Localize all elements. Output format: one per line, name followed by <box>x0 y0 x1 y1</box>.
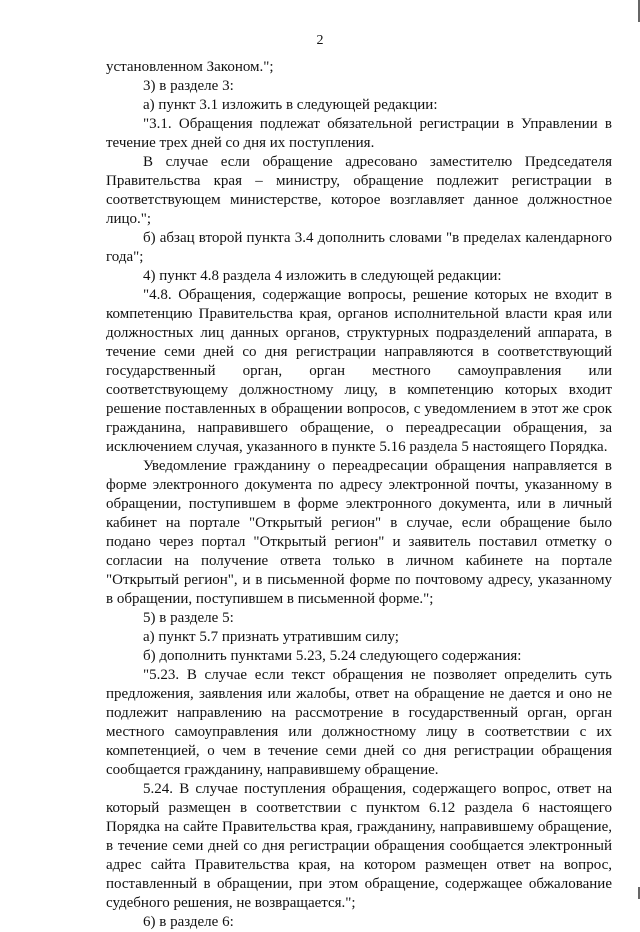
paragraph-notification: Уведомление гражданину о переадресации обращения направляется в форме электронного документа по адресу электронной почты, указанному в обращении, поступившем в форме электронного документа, или в личный кабинет на портале "Открытый регион" в случае, если обращение было подано через портал "Открытый регион" и заявитель поставил отметку о согласии на получение ответа только в личном кабинете на портале "Открытый регион", и в письменной форме по почтовому адресу, указанному в обращении, поступившем в письменной форме."; <box>106 458 612 607</box>
paragraph-section-6-heading: 6) в разделе 6: <box>143 914 234 930</box>
paragraph-5-24-text: 5.24. В случае поступления обращения, содержащего вопрос, ответ на который размещен в соответствии с пунктом 6.12 раздела 6 настоящего Порядка на сайте Правительства края, гражданину, направившему обращение, в течение семи дней со дня регистрации обращения сообщается электронный адрес сайта Правительства края, на котором размещен ответ на вопрос, поставленный в обращении, при этом обращение, содержащее обжалование судебного решения, не возвращается."; <box>106 781 612 911</box>
paragraph-4-8-text: "4.8. Обращения, содержащие вопросы, решение которых не входит в компетенцию Правительства края, органов исполнительной власти края или должностных лиц данных органов, структурных подразделений аппарата, в течение семи дней со дня регистрации направляются в соответствующий государственный орган, орган местного самоуправления или соответствующему должностному лицу, в компетенцию которых входит решение поставленных в обращении вопросов, с уведомлением в этот же срок гражданина, направившего обращение, о переадресации обращения, за исключением случая, указанного в пункте 5.16 раздела 5 настоящего Порядка. <box>106 287 612 455</box>
page-number: 2 <box>316 33 324 48</box>
paragraph-item-b-3-4: б) абзац второй пункта 3.4 дополнить словами "в пределах календарного года"; <box>106 230 612 265</box>
paragraph-continuation: установленном Законом."; <box>106 59 274 75</box>
paragraph-section-5-heading: 5) в разделе 5: <box>143 610 234 626</box>
paragraph-item-b-5-23-5-24: б) дополнить пунктами 5.23, 5.24 следующего содержания: <box>143 648 522 664</box>
paragraph-item-a-3-1: а) пункт 3.1 изложить в следующей редакции: <box>143 97 438 113</box>
paragraph-3-1-second: В случае если обращение адресовано заместителю Председателя Правительства края – министру, обращение подлежит регистрации в соответствующем министерстве, которое возглавляет данное должностное лицо."; <box>106 154 612 227</box>
paragraph-section-3-heading: 3) в разделе 3: <box>143 78 234 94</box>
paragraph-section-4-heading: 4) пункт 4.8 раздела 4 изложить в следующей редакции: <box>143 268 502 284</box>
document-body <box>106 58 612 932</box>
paragraph-item-a-5-7: а) пункт 5.7 признать утратившим силу; <box>143 629 399 645</box>
paragraph-3-1-text: "3.1. Обращения подлежат обязательной регистрации в Управлении в течение трех дней со дня их поступления. <box>106 116 612 151</box>
paragraph-5-23-text: "5.23. В случае если текст обращения не позволяет определить суть предложения, заявления или жалобы, ответ на обращение не дается и оно не подлежит направлению на рассмотрение в государственный орган, орган местного самоуправления или должностному лицу в соответствии с их компетенцией, о чем в течение семи дней со дня регистрации обращения сообщается гражданину, направившему обращение. <box>106 667 612 778</box>
